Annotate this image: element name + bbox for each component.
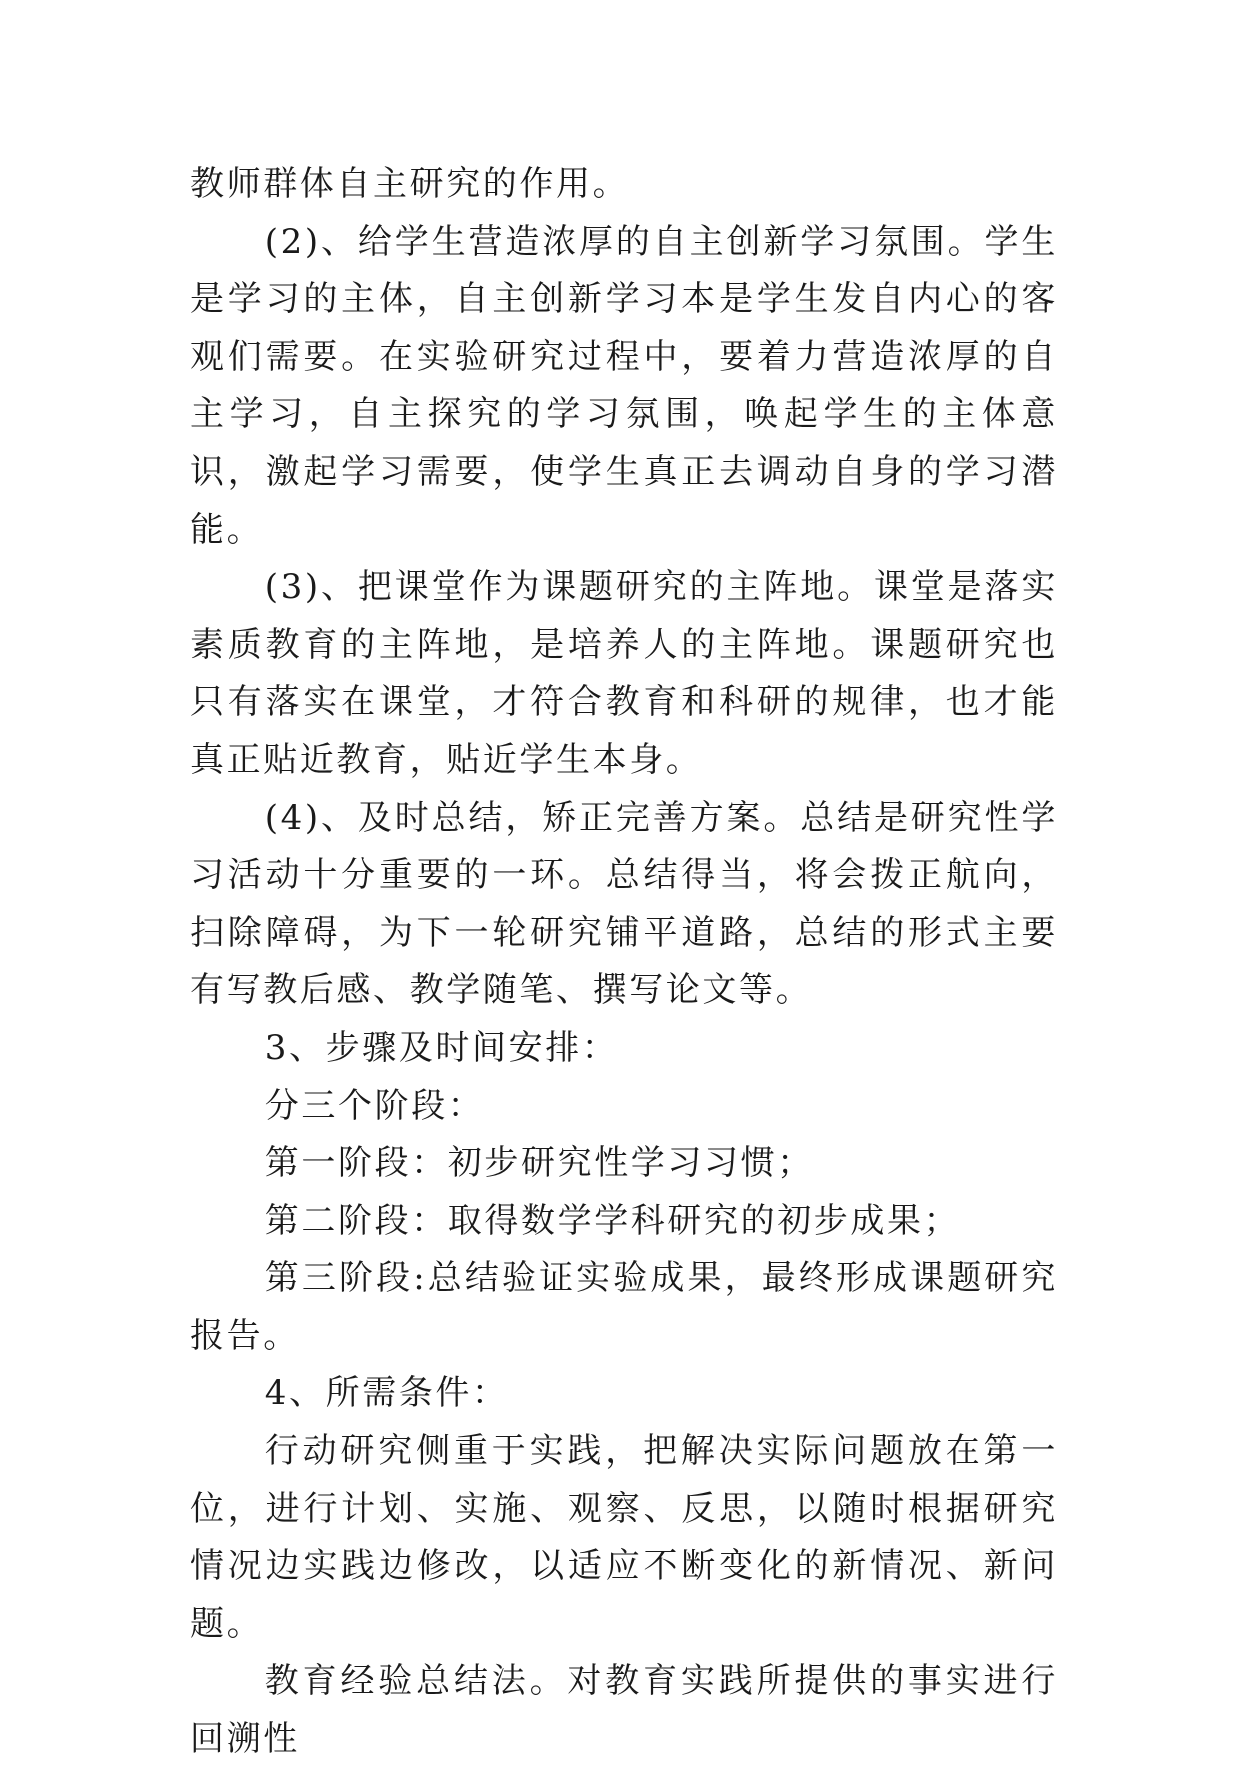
paragraph-continuation: 教师群体自主研究的作用。: [190, 164, 630, 204]
paragraph-timely-summary: (4)、及时总结，矫正完善方案。总结是研究性学习活动十分重要的一环。总结得当，将会拨正航向，扫除障碍，为下一轮研究铺平道路，总结的形式主要有写教后感、教学随笔、撰写论文等。: [190, 797, 1058, 1011]
paragraph-classroom-main-position: (3)、把课堂作为课题研究的主阵地。课堂是落实素质教育的主阵地，是培养人的主阵地。课题研究也只有落实在课堂，才符合教育和科研的规律，也才能真正贴近教育，贴近学生本身。: [190, 567, 1058, 780]
stage-two: 第二阶段：取得数学学科研究的初步成果；: [264, 1200, 961, 1241]
paragraph-experience-summary-method: 教育经验总结法。对教育实践所提供的事实进行回溯性: [190, 1661, 1058, 1760]
heading-required-conditions: 4、所需条件：: [264, 1373, 509, 1414]
heading-steps-and-schedule: 3、步骤及时间安排：: [264, 1027, 619, 1068]
paragraph-learning-atmosphere: (2)、给学生营造浓厚的自主创新学习氛围。学生是学习的主体，自主创新学习本是学生发自内心的客观们需要。在实验研究过程中，要着力营造浓厚的自主学习，自主探究的学习氛围，唤起学生的主体意识，激起学习需要，使学生真正去调动自身的学习潜能。: [190, 221, 1058, 550]
paragraph-action-research: 行动研究侧重于实践，把解决实际问题放在第一位，进行计划、实施、观察、反思，以随时根据研究情况边实践边修改，以适应不断变化的新情况、新问题。: [190, 1431, 1058, 1644]
stage-one: 第一阶段：初步研究性学习习惯；: [264, 1143, 814, 1184]
paragraph-three-stages: 分三个阶段：: [264, 1085, 485, 1126]
stage-three: 第三阶段:总结验证实验成果，最终形成课题研究报告。: [190, 1258, 1058, 1356]
document-body: [190, 156, 1058, 1769]
